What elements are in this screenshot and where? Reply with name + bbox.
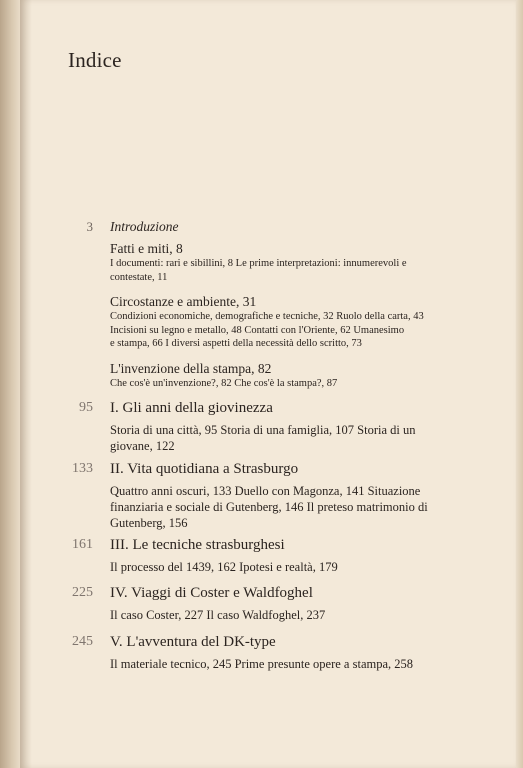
toc-entry-body bbox=[110, 633, 470, 672]
page-title: Indice bbox=[68, 48, 122, 72]
toc-page-number: 161 bbox=[72, 537, 93, 552]
chapter-line: Il caso Coster, 227 Il caso Waldfoghel, 237 bbox=[110, 608, 326, 622]
toc-section-title: Fatti e miti, 8 bbox=[110, 241, 183, 256]
toc-page-number: 95 bbox=[79, 400, 93, 415]
chapter-line: Il processo del 1439, 162 Ipotesi e realtà, 179 bbox=[110, 560, 338, 574]
chapter-line: giovane, 122 bbox=[110, 439, 175, 453]
chapter-number: I. bbox=[110, 400, 119, 416]
gutter-shadow bbox=[20, 0, 32, 768]
toc-section bbox=[110, 240, 470, 284]
chapter-line: Gutenberg, 156 bbox=[110, 516, 188, 530]
chapter-name: Viaggi di Coster e Waldfoghel bbox=[131, 585, 313, 601]
chapter-line: finanziaria e sociale di Gutenberg, 146 Il preteso matrimonio di bbox=[110, 500, 428, 514]
toc-entry-body bbox=[110, 399, 470, 454]
chapter-title bbox=[110, 536, 470, 555]
chapter-number: IV. bbox=[110, 585, 128, 601]
chapter-title bbox=[110, 633, 470, 652]
toc-section bbox=[110, 293, 470, 351]
book-spine bbox=[0, 0, 20, 768]
toc-section-title: L'invenzione della stampa, 82 bbox=[110, 360, 272, 376]
chapter-name: Vita quotidiana a Strasburgo bbox=[127, 461, 299, 477]
chapter-title bbox=[110, 399, 470, 418]
chapter-number: V. bbox=[110, 634, 123, 650]
toc-section-line: Che cos'è un'invenzione?, 82 Che cos'è la stampa?, 87 bbox=[110, 377, 338, 389]
toc-section-line: e stampa, 66 I diversi aspetti della necessità dello scritto, 73 bbox=[110, 338, 362, 349]
toc-section-line: Condizioni economiche, demografiche e tecniche, 32 Ruolo della carta, 43 bbox=[110, 311, 424, 322]
chapter-name: L'avventura del DK-type bbox=[126, 634, 276, 650]
chapter-number: II. bbox=[110, 461, 124, 477]
chapter-line: Storia di una città, 95 Storia di una famiglia, 107 Storia di un bbox=[110, 423, 416, 437]
chapter-name: Gli anni della giovinezza bbox=[122, 400, 273, 416]
toc-page-number: 3 bbox=[86, 219, 93, 234]
toc-page-number: 133 bbox=[72, 461, 93, 476]
chapter-name: Le tecniche strasburghesi bbox=[132, 537, 285, 553]
toc-entry-body bbox=[110, 584, 470, 623]
toc-entry-body bbox=[110, 460, 470, 531]
toc-section bbox=[110, 360, 470, 391]
chapter-title bbox=[110, 584, 470, 603]
chapter-line: Quattro anni oscuri, 133 Duello con Magonza, 141 Situazione bbox=[110, 484, 421, 498]
toc-page-number: 225 bbox=[72, 585, 93, 600]
toc-section-line: Incisioni su legno e metallo, 48 Contatti con l'Oriente, 62 Umanesimo bbox=[110, 324, 405, 336]
toc-page-number: 245 bbox=[72, 634, 93, 649]
page-edge bbox=[515, 0, 523, 768]
toc-heading: Introduzione bbox=[110, 219, 179, 234]
toc-section-line: I documenti: rari e sibillini, 8 Le prime interpretazioni: innumerevoli e bbox=[110, 258, 407, 269]
chapter-line: Il materiale tecnico, 245 Prime presunte opere a stampa, 258 bbox=[110, 657, 414, 671]
toc-section-line: contestate, 11 bbox=[110, 271, 168, 283]
toc-section-title: Circostanze e ambiente, 31 bbox=[110, 294, 257, 309]
toc-entry-body bbox=[110, 218, 470, 399]
chapter-title bbox=[110, 460, 470, 479]
chapter-number: III. bbox=[110, 537, 129, 553]
toc-entry-body bbox=[110, 536, 470, 575]
